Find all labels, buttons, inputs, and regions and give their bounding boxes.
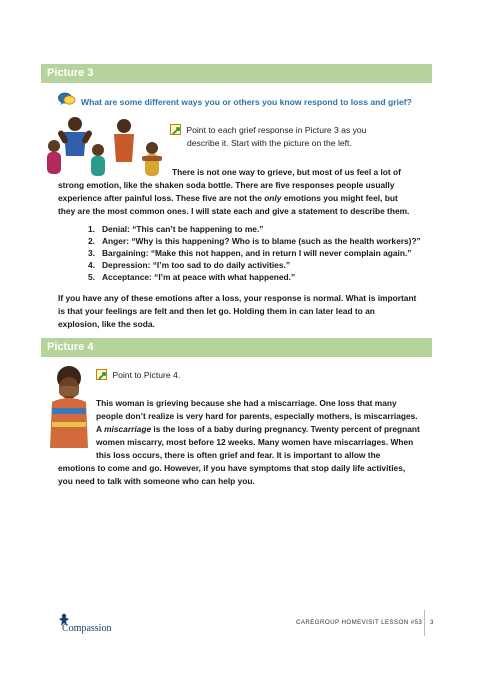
list-text: Acceptance: “I’m at peace with what happened.”	[102, 272, 296, 282]
pointing-arrow-icon	[170, 124, 181, 135]
intro-line-1: There is not one way to grieve, but most of us feel a lot of	[172, 167, 401, 177]
instruction-point-picture-3	[170, 124, 367, 136]
intro-line-4: they are the most common ones. I will state each and give a statement to describe them.	[58, 206, 410, 216]
question-text: What are some different ways you or others you know respond to loss and grief?	[81, 96, 412, 107]
footer-divider	[424, 610, 425, 636]
intro-line-3-end: emotions you might feel, but	[281, 193, 398, 203]
intro-line-3	[58, 192, 398, 205]
list-number: 2.	[88, 236, 95, 246]
list-item	[88, 271, 421, 283]
section-header-picture-3: Picture 3	[41, 64, 432, 83]
page-number: 3	[430, 619, 434, 626]
instruction-text: Point to Picture 4.	[112, 370, 181, 380]
list-number: 5.	[88, 272, 95, 282]
grief-responses-illustration	[42, 112, 170, 187]
closing-line-3: explosion, like the soda.	[58, 319, 155, 329]
section-header-picture-4: Picture 4	[41, 338, 432, 357]
closing-line-1: If you have any of these emotions after a loss, your response is normal. What is important	[58, 293, 417, 303]
list-number: 3.	[88, 248, 95, 258]
list-number: 4.	[88, 260, 95, 270]
instruction-point-picture-4	[96, 369, 180, 381]
list-item	[88, 247, 421, 259]
line-3-end: is the loss of a baby during pregnancy. Twenty percent of pregnant	[151, 424, 420, 434]
lesson-label: CAREGROUP HOMEVISIT LESSON #53	[296, 619, 423, 626]
intro-line-2: strong emotion, like the shaken soda bottle. There are five responses people usually	[58, 180, 395, 190]
list-item	[88, 223, 421, 235]
pointing-arrow-icon	[96, 369, 107, 380]
list-number: 1.	[88, 224, 95, 234]
miscarriage-line-1: This woman is grieving because she had a miscarriage. One loss that many	[96, 398, 397, 408]
miscarriage-line-7: you need to talk with someone who can help you.	[58, 476, 255, 486]
miscarriage-line-2: people don’t realize is very hard for parents, especially mothers, is miscarriages.	[96, 411, 418, 421]
list-text: Denial: “This can’t be happening to me.”	[102, 224, 264, 234]
list-item	[88, 235, 421, 247]
grieving-woman-illustration	[44, 364, 94, 453]
list-text: Depression: “I’m too sad to do daily activities.”	[102, 260, 291, 270]
list-item	[88, 259, 421, 271]
grief-responses-list	[88, 223, 421, 283]
miscarriage-line-4: women miscarry, most before 12 weeks. Many women have miscarriages. When	[96, 437, 414, 447]
instruction-line-2: describe it. Start with the picture on the left.	[187, 138, 352, 148]
compassion-brand: Compassion	[62, 623, 112, 634]
intro-emphasis: only	[264, 193, 282, 203]
line-3-start: A	[96, 424, 105, 434]
list-text: Anger: “Why is this happening? Who is to blame (such as the health workers)?”	[102, 236, 421, 246]
miscarriage-term: miscarriage	[104, 424, 152, 434]
miscarriage-line-6: emotions to come and go. However, if you have symptoms that stop daily life activities,	[58, 463, 406, 473]
list-text: Bargaining: “Make this not happen, and in return I will never complain again.”	[102, 248, 412, 258]
miscarriage-line-3	[96, 423, 420, 436]
intro-line-3-start: experience after painful loss. These five are not the	[58, 193, 265, 203]
speech-bubble-icon	[58, 92, 76, 111]
closing-line-2: is that your feelings are felt and then let go. Holding them in can later lead to an	[58, 306, 375, 316]
instruction-line-1: Point to each grief response in Picture 3 as you	[186, 125, 367, 135]
miscarriage-line-5: this loss occurs, there is often grief and fear. It is important to allow the	[96, 450, 381, 460]
discussion-question	[58, 92, 412, 111]
